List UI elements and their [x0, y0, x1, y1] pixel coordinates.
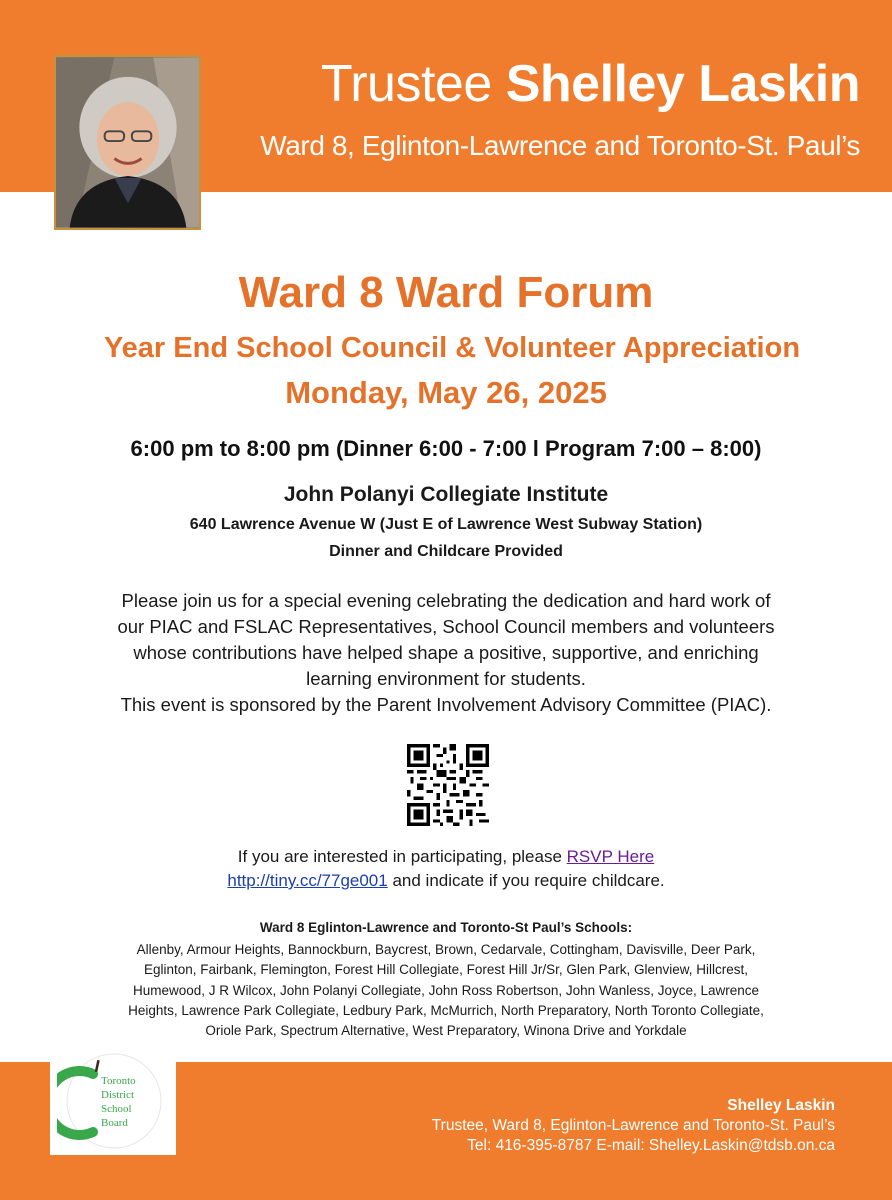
rsvp-suffix: and indicate if you require childcare.: [387, 871, 665, 890]
trustee-photo: [54, 55, 201, 230]
invitation-line: Please join us for a special evening celebrating the dedication and hard work of: [121, 590, 771, 611]
rsvp-prefix: If you are interested in participating, please: [237, 847, 567, 866]
rsvp-link[interactable]: RSVP Here: [566, 847, 655, 866]
event-time: 6:00 pm to 8:00 pm (Dinner 6:00 - 7:00 l Program 7:00 – 8:00): [130, 436, 762, 461]
invitation-line: learning environment for students.: [306, 668, 586, 689]
footer-contact: [432, 1096, 835, 1156]
event-provided: Dinner and Childcare Provided: [329, 543, 563, 560]
schools-line: Eglinton, Fairbank, Flemington, Forest Hill Collegiate, Forest Hill Jr/Sr, Glen Park, Glenview, Hillcrest,: [144, 962, 748, 978]
event-date: Monday, May 26, 2025: [285, 375, 607, 410]
logo-text: School: [101, 1103, 132, 1115]
rsvp-line-1: [0, 845, 892, 869]
footer-contact-line: Tel: 416-395-8787 E-mail: Shelley.Laskin@tdsb.on.ca: [467, 1137, 835, 1154]
schools-heading: Ward 8 Eglinton-Lawrence and Toronto-St Paul’s Schools:: [259, 920, 633, 935]
event-subtitle: Year End School Council & Volunteer Appreciation: [103, 332, 801, 364]
logo-text: District: [101, 1089, 134, 1101]
schools-line: Humewood, J R Wilcox, John Polanyi Collegiate, John Ross Robertson, John Wanless, Joyce, Lawrence: [132, 982, 760, 998]
footer-name: Shelley Laskin: [727, 1097, 835, 1114]
qr-code[interactable]: [407, 744, 489, 826]
logo-text: Toronto: [101, 1075, 136, 1087]
schools-list: [0, 940, 892, 1041]
trustee-name: Shelley Laskin: [505, 55, 860, 113]
invitation-line: whose contributions have helped shape a positive, supportive, and enriching: [133, 642, 759, 663]
trustee-title: [321, 52, 860, 116]
event-address: 640 Lawrence Avenue W (Just E of Lawrence West Subway Station): [189, 516, 703, 533]
tdsb-logo: [57, 1052, 171, 1150]
invitation-line: This event is sponsored by the Parent Involvement Advisory Committee (PIAC).: [120, 694, 772, 715]
trustee-title-prefix: Trustee: [320, 55, 492, 113]
schools-line: Allenby, Armour Heights, Bannockburn, Baycrest, Brown, Cedarvale, Cottingham, Davisville, Deer Park,: [136, 942, 756, 957]
schools-line: Oriole Park, Spectrum Alternative, West Preparatory, Winona Drive and Yorkdale: [205, 1023, 687, 1039]
logo-text: Board: [101, 1117, 128, 1129]
rsvp-line-2: [0, 869, 892, 893]
rsvp-section: [0, 845, 892, 893]
footer-role: Trustee, Ward 8, Eglinton-Lawrence and Toronto-St. Paul’s: [431, 1117, 835, 1134]
ward-subtitle: Ward 8, Eglinton-Lawrence and Toronto-St. Paul’s: [260, 130, 860, 161]
rsvp-url-link[interactable]: http://tiny.cc/77ge001: [227, 871, 388, 890]
invitation-line: our PIAC and FSLAC Representatives, School Council members and volunteers: [117, 616, 775, 637]
schools-line: Heights, Lawrence Park Collegiate, Ledbury Park, McMurrich, North Preparatory, North Toronto Collegiate,: [128, 1002, 764, 1018]
event-venue: John Polanyi Collegiate Institute: [283, 483, 609, 506]
portrait-image: [56, 57, 199, 228]
event-title: Ward 8 Ward Forum: [238, 268, 654, 317]
invitation-text: [0, 588, 892, 718]
